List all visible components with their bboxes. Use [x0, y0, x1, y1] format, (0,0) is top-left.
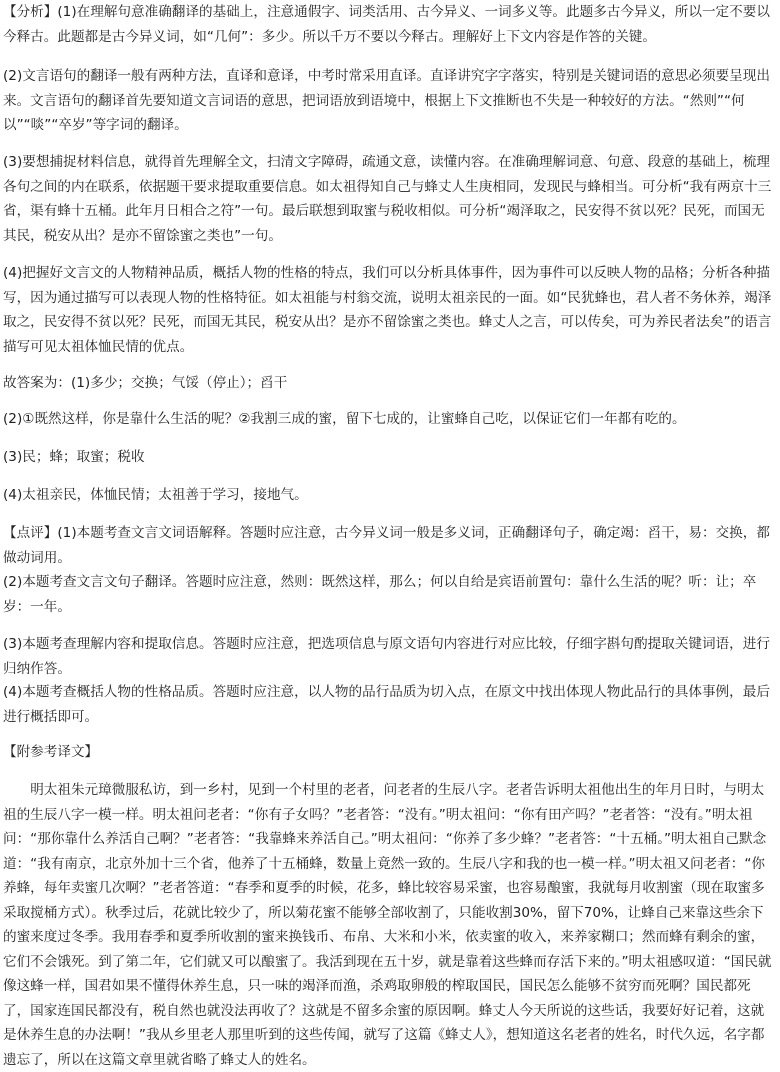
comment-paragraph-1: 【点评】(1)本题考查文言文词语解释。答题时应注意，古今异义词一般是多义词，正确翻译句子，确定竭：舀干，易：交换，都做动词用。: [3, 525, 770, 566]
answer-line-3: (3)民；蜂；取蜜；税收: [3, 449, 145, 465]
translation-body: 明太祖朱元璋微服私访，到一乡村，见到一个村里的老者，问老者的生辰八字。老者告诉明太祖他出生的年月日时，与明太祖的生辰八字一模一样。明太祖问老者：“你有子女吗？”老者答：“没有。”明太祖问：“你有田产吗？”老者答：“没有。”明太祖问：“那你靠什么养活自己啊？”老者答：“我靠蜂来养活自己。”明太祖问：“你养了多少蜂？”老者答：“十五桶。”明太祖自己默念道：“我有南京，北京外加十三个省，他养了十五桶蜂，数量上竟然一致的。生辰八字和我的也一模一样。”明太祖又问老者：“你养蜂，每年卖蜜几次啊？”老者答道：“春季和夏季的时候，花多，蜂比较容易采蜜，也容易酿蜜，我就每月收割蜜（现在取蜜多采取搅桶方式）。秋季过后，花就比较少了，所以菊花蜜不能够全部收割了，只能收割30%，留下70%，让蜂自己来靠这些余下的蜜来度过冬季。我用春季和夏季所收割的蜜来换钱币、布帛、大米和小米，依卖蜜的收入，来养家糊口；然而蜂有剩余的蜜，它们不会饿死。到了第二年，它们就又可以酿蜜了。我活到现在五十岁，就是靠着这些蜂而存活下来的。”明太祖感叹道：“国民就像这蜂一样，国君如果不懂得休养生息，只一味的竭泽而渔，杀鸡取卵般的榨取国民，国民怎么能够不贫穷而死啊？国民都死了，国家连国民都没有，税自然也就没法再收了？这就是不留多余蜜的原因啊。蜂丈人今天所说的这些话，我要好好记着，这就是休养生息的办法啊！”我从乡里老人那里听到的这些传闻，就写了这篇《蜂丈人》，想知道这名老者的姓名，时代久远，名字都遗忘了，所以在这篇文章里就省略了蜂丈人的姓名。: [3, 782, 772, 1068]
answer-line-2: (2)①既然这样，你是靠什么生活的呢？②我割三成的蜜，留下七成的，让蜜蜂自己吃，以保证它们一年都有吃的。: [3, 411, 686, 427]
comment-paragraph-4: (4)本题考查概括人物的性格品质。答题时应注意，以人物的品行品质为切入点，在原文中找出体现人物此品行的具体事例，最后进行概括即可。: [3, 684, 770, 725]
comment-paragraph-2: (2)本题考查文言文句子翻译。答题时应注意，然则：既然这样，那么；何以自给是宾语前置句：靠什么生活的呢？听：让；卒岁：一年。: [3, 574, 757, 615]
analysis-paragraph-1: 【分析】(1)在理解句意准确翻译的基础上，注意通假字、词类活用、古今异义、一词多义等。此题多古今异义，所以一定不要以今释古。此题都是古今异义词，如“几何”：多少。所以千万不要以今释古。理解好上下文内容是作答的关键。: [3, 4, 770, 45]
analysis-paragraph-4: (4)把握好文言文的人物精神品质，概括人物的性格的特点，我们可以分析具体事件，因为事件可以反映人物的品格；分析各种描写，因为通过描写可以表现人物的性格特征。如太祖能与村翁交流，说明太祖亲民的一面。如“民犹蜂也，君人者不务休养，竭泽取之，民安得不贫以死？民死，而国无其民，税安从出？是亦不留馀蜜之类也。蜂丈人之言，可以传矣，可为养民者法矣”的语言描写可见太祖体恤民情的优点。: [3, 265, 772, 355]
answer-line-1: 故答案为：(1)多少；交换；气馁（停止）；舀干: [3, 375, 288, 391]
analysis-paragraph-2: (2)文言语句的翻译一般有两种方法，直译和意译，中考时常采用直译。直译讲究字字落实，特别是关键词语的意思必须要呈现出来。文言语句的翻译首先要知道文言词语的意思，把词语放到语境中，根据上下文推断也不失是一种较好的方法。“然则”“何以”“啖”“卒岁”等字词的翻译。: [3, 68, 770, 133]
translation-heading: 【附参考译文】: [3, 744, 99, 760]
comment-paragraph-3: (3)本题考查理解内容和提取信息。答题时应注意，把选项信息与原文语句内容进行对应比较，仔细字斟句酌提取关键词语，进行归纳作答。: [3, 636, 770, 677]
analysis-paragraph-3: (3)要想捕捉材料信息，就得首先理解全文，扫清文字障碍，疏通文意，读懂内容。在准确理解词意、句意、段意的基础上，梳理各句之间的内在联系，依据题干要求提取重要信息。如太祖得知自己与蜂丈人生庚相同，发现民与蜂相当。可分析“我有两京十三省，渠有蜂十五桶。此年月日相合之符”一句。最后联想到取蜜与税收相似。可分析“竭泽取之，民安得不贫以死？民死，而国无其民，税安从出？是亦不留馀蜜之类也”一句。: [3, 154, 772, 244]
answer-line-4: (4)太祖亲民，体恤民情；太祖善于学习，接地气。: [3, 487, 308, 503]
